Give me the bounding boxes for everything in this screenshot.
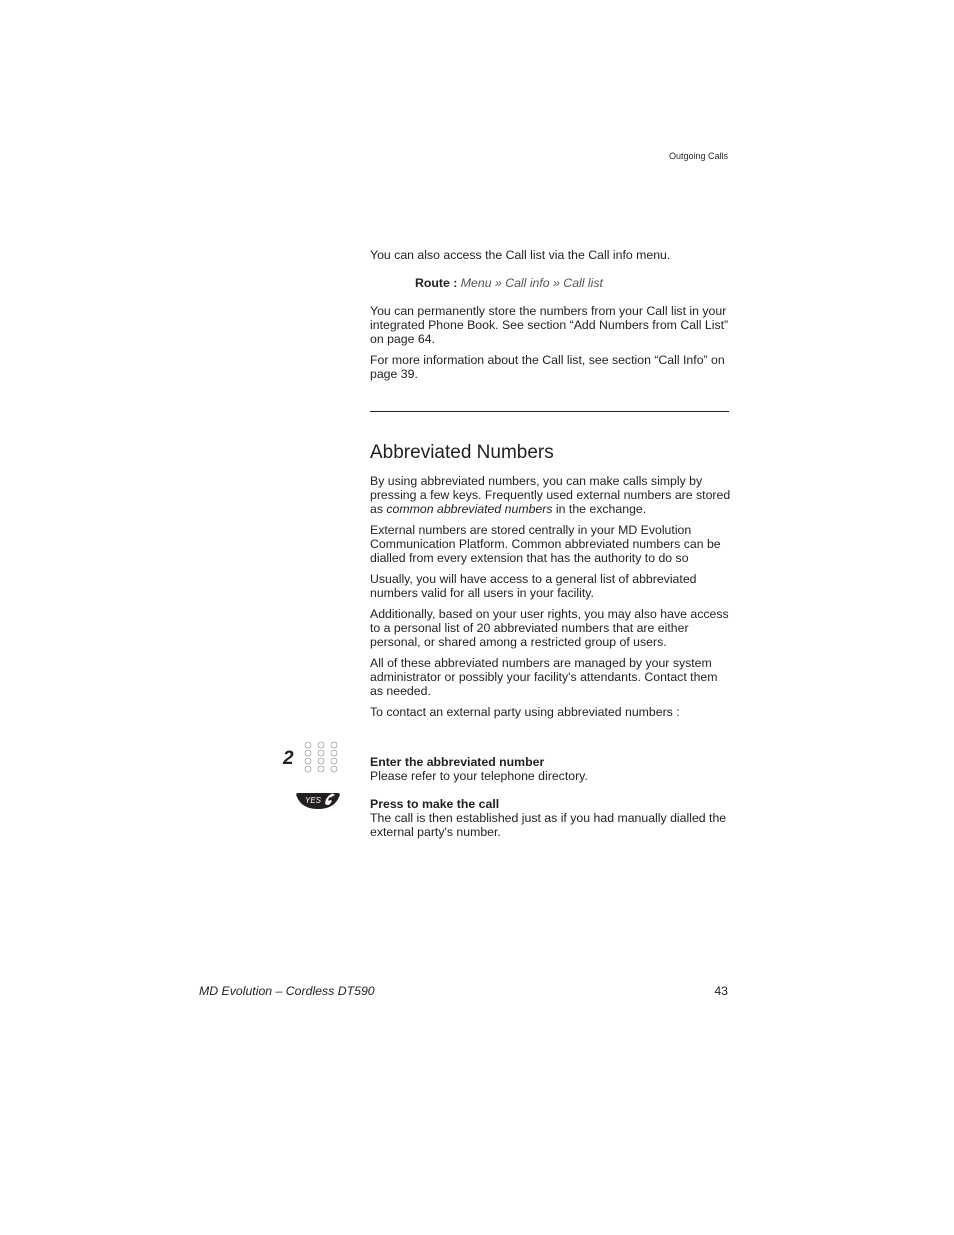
route-line (415, 276, 603, 290)
yes-key-label: YES (305, 796, 322, 805)
intro-paragraph-1: You can also access the Call list via the Call info menu. (370, 248, 671, 262)
keypad-icon (300, 741, 342, 780)
section-paragraph-6: To contact an external party using abbreviated numbers : (370, 705, 680, 719)
section-title: Abbreviated Numbers (370, 442, 554, 463)
section-paragraph-1 (370, 474, 732, 516)
text-run: in the exchange. (552, 502, 647, 516)
step-2-text (370, 797, 732, 839)
section-divider (370, 411, 729, 412)
section-paragraph-2: External numbers are stored centrally in your MD Evolution Communication Platform. Common abbreviated numbers can be dialled from every extension that has the authority to do so (370, 523, 721, 565)
step-1-description: Please refer to your telephone directory. (370, 769, 588, 783)
yes-key-icon (294, 790, 342, 817)
intro-paragraph-2: You can permanently store the numbers from your Call list in your integrated Phone Book. See section “Add Numbers from Call List” on page 64. (370, 304, 729, 346)
step-1-text (370, 755, 732, 783)
section-paragraph-4: Additionally, based on your user rights, you may also have access to a personal list of 20 abbreviated numbers that are either personal, or shared among a restricted group of users. (370, 607, 729, 649)
text-run: By using abbreviated numbers, you can make calls simply by pressing a few keys. Frequently used external numbers are stored as (370, 474, 731, 516)
step-1-title: Enter the abbreviated number (370, 755, 545, 769)
step-number: 2 (283, 748, 294, 769)
footer-title: MD Evolution – Cordless DT590 (199, 984, 375, 998)
route-label: Route : (415, 276, 458, 290)
step-2-title: Press to make the call (370, 797, 500, 811)
running-header: Outgoing Calls (668, 151, 728, 161)
section-paragraph-5: All of these abbreviated numbers are managed by your system administrator or possibly your facility's attendants. Contact them as needed. (370, 656, 718, 698)
route-path: Menu » Call info » Call list (460, 276, 603, 290)
emphasis-text: common abbreviated numbers (386, 502, 553, 516)
section-paragraph-3: Usually, you will have access to a general list of abbreviated numbers valid for all users in your facility. (370, 572, 697, 600)
intro-paragraph-3: For more information about the Call list, see section “Call Info” on page 39. (370, 353, 725, 381)
step-2-description: The call is then established just as if you had manually dialled the external party's number. (370, 811, 727, 839)
page-number: 43 (714, 984, 728, 998)
